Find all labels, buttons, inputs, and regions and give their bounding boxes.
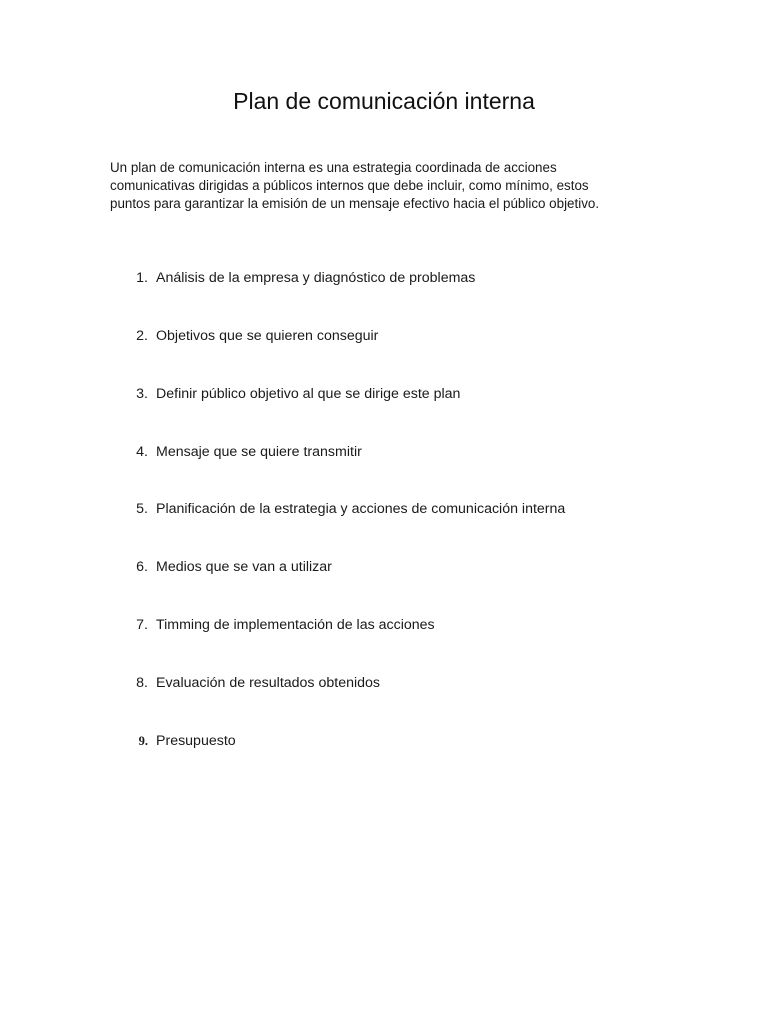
list-item-text: Medios que se van a utilizar (156, 559, 332, 575)
list-item-text: Análisis de la empresa y diagnóstico de problemas (156, 270, 476, 286)
list-item-number: 3. (136, 386, 148, 402)
list-item-text: Mensaje que se quiere transmitir (156, 444, 362, 460)
list-item-number: 7. (136, 617, 148, 633)
list-item (0, 557, 768, 577)
list-item (0, 499, 768, 519)
list-item-number: 5. (136, 501, 148, 517)
list-item (0, 731, 768, 751)
list-item (0, 615, 768, 635)
list-item-number: 6. (136, 559, 148, 575)
list-item-text: Definir público objetivo al que se dirige este plan (156, 386, 461, 402)
list-item-text: Timming de implementación de las acciones (156, 617, 435, 633)
list-item-text: Evaluación de resultados obtenidos (156, 675, 381, 691)
list-item (0, 384, 768, 404)
list-item-number: 8. (136, 675, 148, 691)
list-item-text: Objetivos que se quieren conseguir (156, 328, 379, 344)
intro-line: Un plan de comunicación interna es una estrategia coordinada de acciones (110, 160, 557, 175)
list-item-text: Presupuesto (156, 733, 236, 749)
list-item (0, 268, 768, 288)
list-item (0, 673, 768, 693)
list-item-number: 4. (136, 444, 148, 460)
list-item-number: 2. (136, 328, 148, 344)
intro-line: comunicativas dirigidas a públicos internos que debe incluir, como mínimo, estos (110, 178, 589, 193)
list-item-text: Planificación de la estrategia y acciones de comunicación interna (156, 501, 566, 517)
document-title: Plan de comunicación interna (233, 88, 535, 114)
list-item-number: 1. (136, 270, 148, 286)
intro-line: puntos para garantizar la emisión de un mensaje efectivo hacia el público objetivo. (110, 196, 600, 211)
list-item-number: 9. (138, 734, 148, 748)
intro-paragraph (110, 159, 670, 213)
list-item (0, 326, 768, 346)
list-item (0, 442, 768, 462)
